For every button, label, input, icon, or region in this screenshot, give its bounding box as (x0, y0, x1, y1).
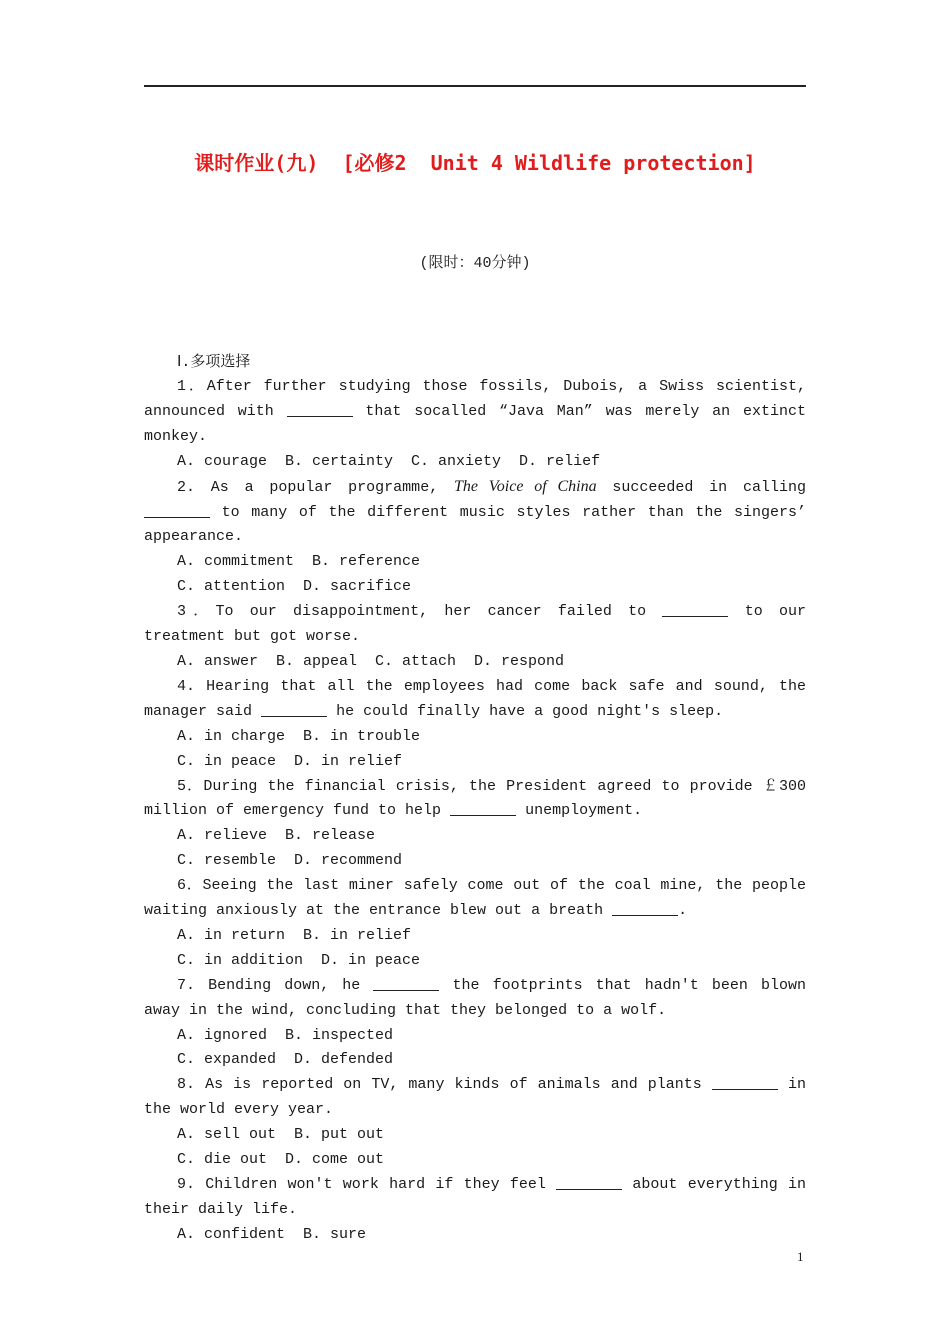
time-limit: (限时：40分钟) (419, 255, 531, 272)
question-4-options-row-2: C. in peace D. in relief (177, 752, 403, 770)
question-8-options-row-2: C. die out D. come out (177, 1151, 385, 1169)
answer-blank (373, 976, 439, 991)
answer-blank (712, 1075, 778, 1090)
page-number: 1 (797, 1249, 804, 1264)
question-5: 5．During the financial crisis, the President agreed to provide ￡300 million of emergency fund to help unemployment. (144, 777, 806, 820)
question-2-options-row-2: C. attention D. sacrifice (177, 578, 412, 596)
question-6-options-row-1: A. in return B. in relief (177, 926, 412, 944)
question-9-options: A. confident B. sure (177, 1225, 367, 1243)
question-6: 6．Seeing the last miner safely come out of the coal mine, the people waiting anxiously at the entrance blew out a breath . (144, 877, 806, 920)
answer-blank (556, 1175, 622, 1190)
programme-name: The Voice of China (454, 477, 597, 495)
question-4-options-row-1: A. in charge B. in trouble (177, 727, 421, 745)
question-1-options: A. courage B. certainty C. anxiety D. relief (177, 452, 601, 470)
question-5-options-row-2: C. resemble D. recommend (177, 852, 403, 870)
answer-blank (662, 602, 728, 617)
exercise-body (144, 350, 806, 1248)
question-6-options-row-2: C. in addition D. in peace (177, 951, 421, 969)
question-5-options-row-1: A. relieve B. release (177, 827, 376, 845)
answer-blank (612, 901, 678, 916)
question-2: 2. As a popular programme, The Voice of China succeeded in calling to many of the different music styles rather than the singers’ appearance. (144, 477, 806, 546)
page-title: 课时作业(九) [必修2 Unit 4 Wildlife protection] (194, 151, 756, 175)
question-8: 8. As is reported on TV, many kinds of animals and plants in the world every year. (144, 1076, 806, 1119)
question-8-options-row-1: A. sell out B. put out (177, 1126, 385, 1144)
question-9: 9. Children won't work hard if they feel about everything in their daily life. (144, 1176, 806, 1218)
header-rule (144, 85, 806, 87)
answer-blank (287, 402, 353, 417)
answer-blank (144, 503, 210, 518)
question-3-options: A. answer B. appeal C. attach D. respond (177, 652, 565, 670)
section-heading: Ⅰ.多项选择 (177, 354, 251, 371)
question-2-options-row-1: A. commitment B. reference (177, 553, 421, 571)
question-7: 7. Bending down, he the footprints that hadn't been blown away in the wind, concluding that they belonged to a wolf. (144, 976, 806, 1019)
answer-blank (261, 702, 327, 717)
question-7-options-row-1: A. ignored B. inspected (177, 1026, 394, 1044)
question-3: 3．To our disappointment, her cancer failed to to our treatment but got worse. (144, 603, 806, 646)
question-1: 1．After further studying those fossils, Dubois, a Swiss scientist, announced with that socalled “Java Man” was merely an extinct monkey. (144, 378, 806, 445)
answer-blank (450, 801, 516, 816)
question-7-options-row-2: C. expanded D. defended (177, 1051, 394, 1069)
question-4: 4. Hearing that all the employees had come back safe and sound, the manager said he could finally have a good night's sleep. (144, 677, 806, 720)
